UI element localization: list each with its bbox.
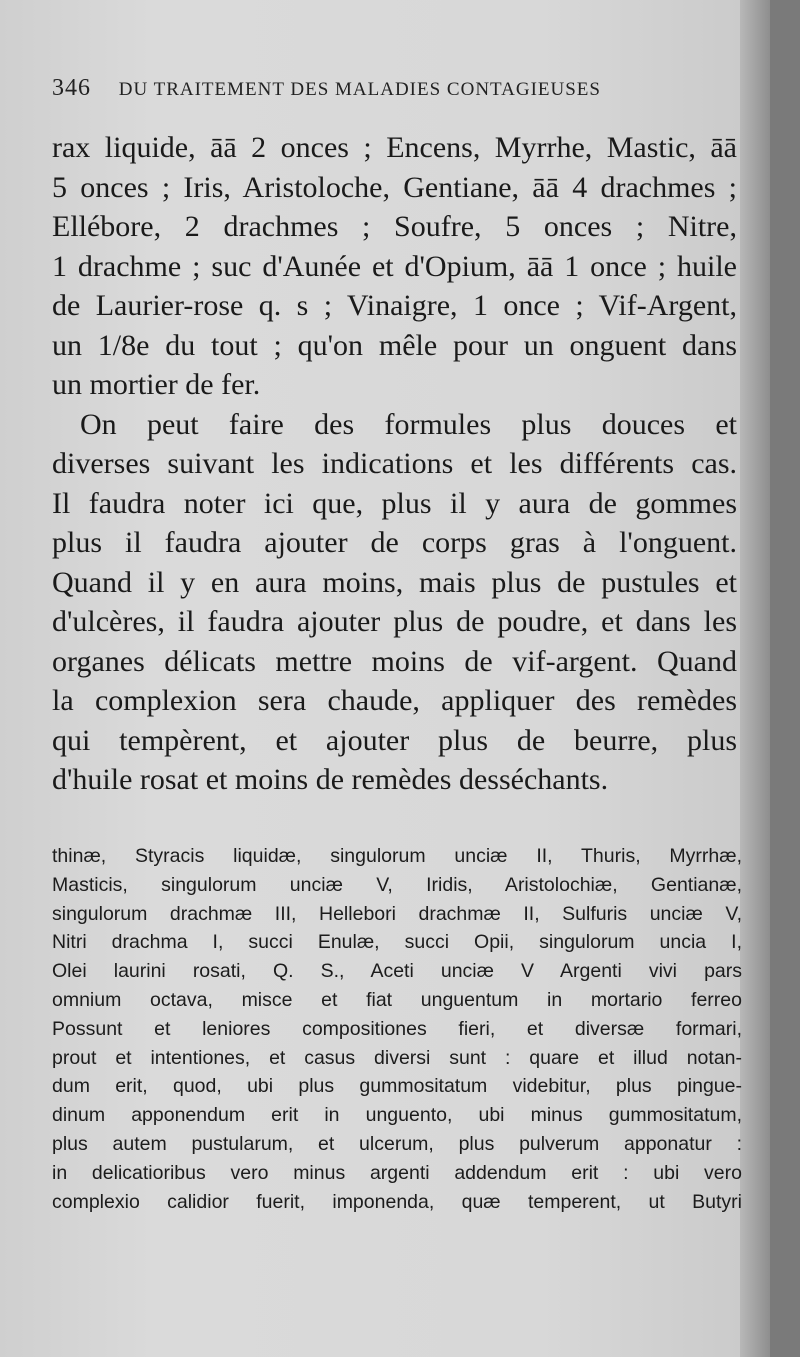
- main-text-line: 5 onces ; Iris, Aristoloche, Gentiane, āā 4 drachmes ;: [52, 170, 737, 204]
- footnote-line: in delicatioribus vero minus argenti addendum erit : ubi vero: [52, 1161, 742, 1184]
- footnote-line: plus autem pustularum, et ulcerum, plus pulverum apponatur :: [52, 1132, 742, 1155]
- main-text-line: qui tempèrent, et ajouter plus de beurre, plus: [52, 723, 737, 757]
- main-text: [52, 128, 737, 800]
- main-text-line: un 1/8e du tout ; qu'on mêle pour un onguent dans: [52, 328, 737, 362]
- footnote-line: Masticis, singulorum unciæ V, Iridis, Aristolochiæ, Gentianæ,: [52, 873, 742, 896]
- main-text-line: Ellébore, 2 drachmes ; Soufre, 5 onces ; Nitre,: [52, 210, 737, 243]
- main-text-line: Quand il y en aura moins, mais plus de pustules et: [52, 565, 737, 599]
- footnote-line: prout et intentiones, et casus diversi sunt : quare et illud notan-: [52, 1046, 742, 1069]
- page-edge-shadow: [740, 0, 770, 1357]
- main-text-line: 1 drachme ; suc d'Aunée et d'Opium, āā 1 once ; huile: [52, 249, 737, 283]
- main-text-line: On peut faire des formules plus douces et: [80, 407, 737, 441]
- running-title: DU TRAITEMENT DES MALADIES CONTAGIEUSES: [118, 79, 601, 100]
- main-text-line: de Laurier-rose q. s ; Vinaigre, 1 once ; Vif-Argent,: [52, 289, 737, 322]
- footnote-line: Possunt et leniores compositiones fieri, et diversæ formari,: [52, 1017, 742, 1040]
- footnote-line: complexio calidior fuerit, imponenda, quæ temperent, ut Butyri: [52, 1190, 742, 1213]
- main-text-line: d'ulcères, il faudra ajouter plus de poudre, et dans les: [52, 605, 737, 638]
- page-number: 346: [52, 75, 91, 101]
- main-text-line: d'huile rosat et moins de remèdes desséchants.: [52, 763, 609, 796]
- main-text-line: plus il faudra ajouter de corps gras à l'onguent.: [52, 526, 737, 559]
- main-text-line: diverses suivant les indications et les différents cas.: [52, 447, 737, 480]
- main-text-line: la complexion sera chaude, appliquer des remèdes: [52, 684, 737, 717]
- footnote-line: Nitri drachma I, succi Enulæ, succi Opii, singulorum uncia I,: [52, 931, 742, 954]
- main-text-line: rax liquide, āā 2 onces ; Encens, Myrrhe, Mastic, āā: [52, 131, 737, 164]
- footnote-line: omnium octava, misce et fiat unguentum in mortario ferreo: [52, 988, 742, 1011]
- main-text-line: Il faudra noter ici que, plus il y aura de gommes: [52, 486, 737, 520]
- footnote-line: dum erit, quod, ubi plus gummositatum videbitur, plus pingue-: [52, 1075, 742, 1098]
- running-header: [52, 75, 712, 102]
- main-text-line: organes délicats mettre moins de vif-argent. Quand: [52, 644, 737, 678]
- footnote-line: singulorum drachmæ III, Hellebori drachmæ II, Sulfuris unciæ V,: [52, 902, 742, 925]
- main-text-line: un mortier de fer.: [52, 368, 261, 401]
- footnote-line: Olei laurini rosati, Q. S., Aceti unciæ V Argenti vivi pars: [52, 960, 742, 983]
- footnote-line: thinæ, Styracis liquidæ, singulorum unciæ II, Thuris, Myrrhæ,: [52, 845, 742, 867]
- latin-footnote: [52, 842, 742, 1216]
- footnote-line: dinum apponendum erit in unguento, ubi minus gummositatum,: [52, 1104, 742, 1127]
